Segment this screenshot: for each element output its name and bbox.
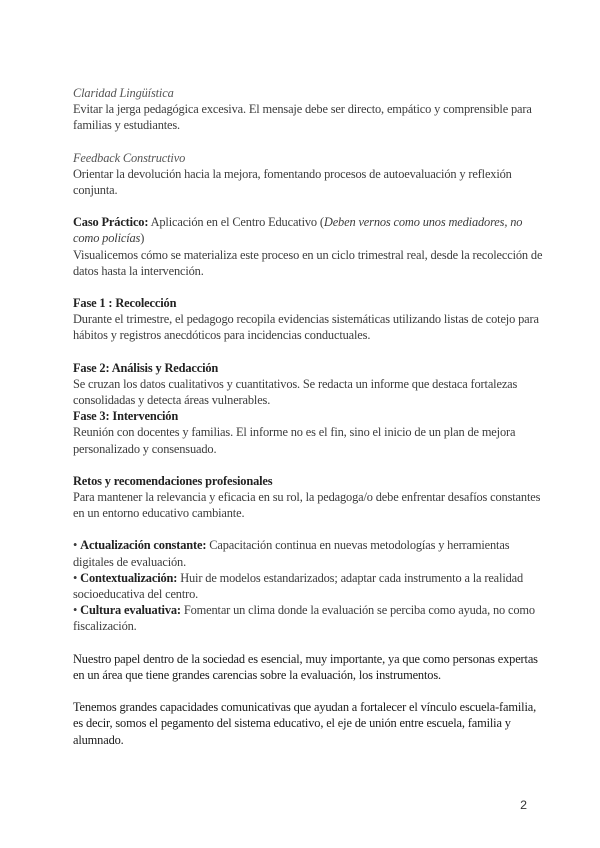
retos-item-text: Fomentar un clima donde la evaluación se perciba como ayuda, no como fiscalización. [73,603,535,634]
conclusion-paragraph-1: Nuestro papel dentro de la sociedad es esencial, muy importante, ya que como personas expertas en un área que tiene grandes carencias sobre la evaluación, los instrumentos. [73,651,538,682]
claridad-title: Claridad Lingüística [73,86,174,100]
retos-title: Retos y recomendaciones profesionales [73,473,273,488]
caso-text: Aplicación en el Centro Educativo ( [148,215,324,230]
bullet-icon: • [73,570,78,585]
fase3-title: Fase 3: Intervención [73,409,179,424]
bullet-icon: • [73,603,78,618]
conclusion-paragraph-2: Tenemos grandes capacidades comunicativas que ayudan a fortalecer el vínculo escuela-familia, es decir, somos el pegamento del sistema educativo, el eje de unión entre escuela, familia y alumnado. [73,700,537,747]
bullet-icon: • [73,538,78,553]
retos-item-contextualizacion [73,570,543,602]
fase3-body: Reunión con docentes y familias. El informe no es el fin, sino el inicio de un plan de mejora personalizado y consensuado. [73,425,516,456]
fase1-body: Durante el trimestre, el pedagogo recopila evidencias sistemáticas utilizando listas de cotejo para hábitos y registros anecdóticos para incidencias conductuales. [73,312,539,343]
retos-item-label: Contextualización: [80,570,178,585]
retos-item-actualizacion [73,537,543,569]
claridad-body: Evitar la jerga pedagógica excesiva. El mensaje debe ser directo, empático y comprensible para familias y estudiantes. [73,102,532,133]
fase2-title: Fase 2: Análisis y Redacción [73,360,219,375]
retos-item-text: Huir de modelos estandarizados; adaptar cada instrumento a la realidad socioeducativa del centro. [73,570,524,602]
retos-item-label: Cultura evaluativa: [80,603,181,618]
document-page [73,85,543,748]
retos-body: Para mantener la relevancia y eficacia en su rol, la pedagoga/o debe enfrentar desafíos constantes en un entorno educativo cambiante. [73,490,541,521]
caso-heading [73,214,543,246]
retos-item-text: Capacitación continua en nuevas metodologías y herramientas digitales de evaluación. [73,538,510,569]
caso-close: ) [140,231,145,246]
caso-body: Visualicemos cómo se materializa este proceso en un ciclo trimestral real, desde la recolección de datos hasta la intervención. [73,247,543,278]
retos-item-cultura [73,602,543,634]
feedback-body: Orientar la devolución hacia la mejora, fomentando procesos de autoevaluación y reflexión conjunta. [73,166,512,198]
caso-label: Caso Práctico: [73,215,149,230]
fase1-title: Fase 1 : Recolección [73,296,177,311]
feedback-title: Feedback Constructivo [73,150,186,165]
fase2-body: Se cruzan los datos cualitativos y cuantitativos. Se redacta un informe que destaca fortalezas consolidadas y detecta áreas vulnerables. [73,376,518,408]
retos-item-label: Actualización constante: [80,538,207,553]
caso-quote: Deben vernos como unos mediadores, no como policías [73,215,523,246]
page-number: 2 [520,798,527,812]
